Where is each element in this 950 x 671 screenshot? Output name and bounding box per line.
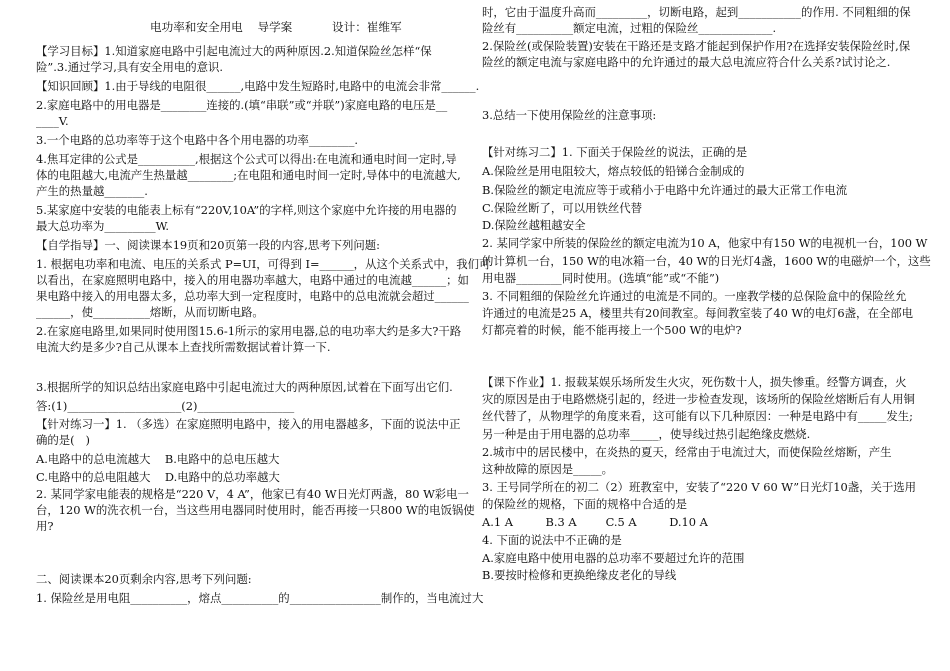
text-line: 【课下作业】1. 报载某娱乐场所发生火灾，死伤数十人，损失惨重。经警方调查，火 [482, 375, 907, 389]
text-line: 2. 某同学家中所装的保险丝的额定电流为10 A，他家中有150 W的电视机一台，100 W [482, 236, 928, 250]
text-line: 产生的热量越_______. [36, 184, 148, 198]
text-line: 险”.3.通过学习,具有安全用电的意识. [36, 60, 224, 74]
text-line: 【针对练习一】1. （多选）在家庭照明电路中，接入的用电器越多，下面的说法中正 [36, 417, 461, 431]
text-line: 【知识回顾】1.由于导线的电阻很______,电路中发生短路时,电路中的电流会非常______. [36, 79, 480, 93]
text-line: 许通过的电流是25 A，楼里共有20间教室。每间教室装了40 W的电灯6盏，在全部电 [482, 306, 914, 320]
text-line: 2.保险丝(或保险装置)安装在干路还是支路才能起到保护作用?在选择安装保险丝时,保 [482, 39, 911, 53]
text-line: 2. 某同学家电能表的规格是“220 V，4 A”，他家已有40 W日光灯两盏，80 W彩电一 [36, 487, 469, 501]
text-line: 3.一个电路的总功率等于这个电路中各个用电器的功率________. [36, 133, 359, 147]
text-line: 的保险丝的规格，下面的规格中合适的是 [482, 497, 688, 511]
document-title: 电功率和安全用电 导学案 [150, 20, 293, 34]
text-line: 1. 根据电功率和电流、电压的关系式 P=UI，可得到 I=______，从这个关系式中，我们可 [36, 257, 491, 271]
text-line: 这种故障的原因是_____。 [482, 462, 613, 476]
text-line: C.保险丝断了，可以用铁丝代替 [482, 201, 643, 215]
text-line: 灾的原因是由于电路燃烧引起的，经进一步检查发现，该场所的保险丝熔断后有人用铜 [482, 392, 915, 406]
text-line: A.1 A B.3 A C.5 A D.10 A [482, 515, 708, 529]
text-line: 答:(1)____________________(2)_________________ [36, 399, 295, 413]
text-line: B.要按时检修和更换绝缘皮老化的导线 [482, 568, 677, 582]
text-line: 【自学指导】一、阅读课本19页和20页第一段的内容,思考下列问题: [36, 238, 380, 252]
text-line: 灯都亮着的时候，能不能再接上一个500 W的电炉? [482, 323, 742, 337]
text-line: 确的是( ) [36, 433, 90, 447]
text-line: A.家庭电路中使用电器的总功率不要超过允许的范围 [482, 551, 745, 565]
text-line: 体的电阻越大,电流产生热量越________;在电阻和通电时间一定时,导体中的电流越大, [36, 168, 461, 182]
text-line: A.保险丝是用电阻较大，熔点较低的铅锑合金制成的 [482, 164, 745, 178]
text-line: 3.根据所学的知识总结出家庭电路中引起电流过大的两种原因,试着在下面写出它们. [36, 380, 453, 394]
text-line: 2.城市中的居民楼中，在炎热的夏天，经常由于电流过大，而使保险丝熔断，产生 [482, 445, 892, 459]
text-line: 用? [36, 519, 54, 533]
text-line: ______，使__________熔断，从而切断电路。 [36, 305, 264, 319]
text-line: D.保险丝越粗越安全 [482, 218, 586, 232]
text-line: 另一种是由于用电器的总功率_____，使导线过热引起绝缘皮燃烧. [482, 427, 811, 441]
text-line: 5.某家庭中安装的电能表上标有“220V,10A”的字样,则这个家庭中允许接的用电器的 [36, 203, 457, 217]
text-line: 3.总结一下使用保险丝的注意事项: [482, 108, 657, 122]
text-line: 电流大约是多少?自己从课本上查找所需数据试着计算一下. [36, 340, 331, 354]
text-line: 2.家庭电路中的用电器是________连接的.(填“串联”或“并联”)家庭电路的电压是__ [36, 98, 448, 112]
text-line: 险丝有__________额定电流，过粗的保险丝_____________. [482, 21, 777, 35]
text-line: 最大总功率为_________W. [36, 219, 169, 233]
text-line: 台，120 W的洗衣机一台，当这些用电器同时使用时，能否再接一只800 W的电饭锅使 [36, 503, 475, 517]
text-line: 1. 保险丝是用电阻__________，熔点__________的________________制作的，当电流过大 [36, 591, 484, 605]
text-line: B.保险丝的额定电流应等于或稍小于电路中允许通过的最大正常工作电流 [482, 183, 848, 197]
text-line: A.电路中的总电流越大 B.电路中的总电压越大 [36, 452, 280, 466]
text-line: ____V. [36, 114, 69, 128]
text-line: 果电路中接入的用电器太多，总功率大到一定程度时，电路中的总电流就会超过______ [36, 289, 469, 303]
text-line: 丝代替了，从物理学的角度来看，这可能有以下几种原因：一种是电路中有_____发生; [482, 409, 913, 423]
designer-label: 设计：崔维军 [332, 20, 402, 34]
text-line: 【学习目标】1.知道家庭电路中引起电流过大的两种原因.2.知道保险丝怎样“保 [36, 44, 432, 58]
text-line: 3. 不同粗细的保险丝允许通过的电流是不同的。一座教学楼的总保险盒中的保险丝允 [482, 289, 907, 303]
text-line: 【针对练习二】1. 下面关于保险丝的说法，正确的是 [482, 145, 748, 159]
text-line: 4. 下面的说法中不正确的是 [482, 533, 622, 547]
text-line: 用电器________同时使用。(选填“能”或“不能”) [482, 271, 720, 285]
text-line: 以看出，在家庭照明电路中，接入的用电器功率越大，电路中通过的电流越______；如 [36, 273, 469, 287]
text-line: 二、阅读课本20页剩余内容,思考下列问题: [36, 572, 252, 586]
text-line: 的计算机一台，150 W的电冰箱一台，40 W的日光灯4盏，1600 W的电磁炉一个，这些 [482, 254, 931, 268]
text-line: 险丝的额定电流与家庭电路中的允许通过的最大总电流应符合什么关系?试讨论之. [482, 55, 891, 69]
text-line: C.电路中的总电阻越大 D.电路中的总功率越大 [36, 470, 280, 484]
text-line: 时，它由于温度升高而_________，切断电路，起到___________的作用. 不同粗细的保 [482, 5, 911, 19]
text-line: 3. 王号同学所在的初二（2）班教室中，安装了“220 V 60 W”日光灯10盏，关于选用 [482, 480, 917, 494]
text-line: 2.在家庭电路里,如果同时使用图15.6-1所示的家用电器,总的电功率大约是多大?干路 [36, 324, 462, 338]
text-line: 4.焦耳定律的公式是__________,根据这个公式可以得出:在电流和通电时间一定时,导 [36, 152, 457, 166]
